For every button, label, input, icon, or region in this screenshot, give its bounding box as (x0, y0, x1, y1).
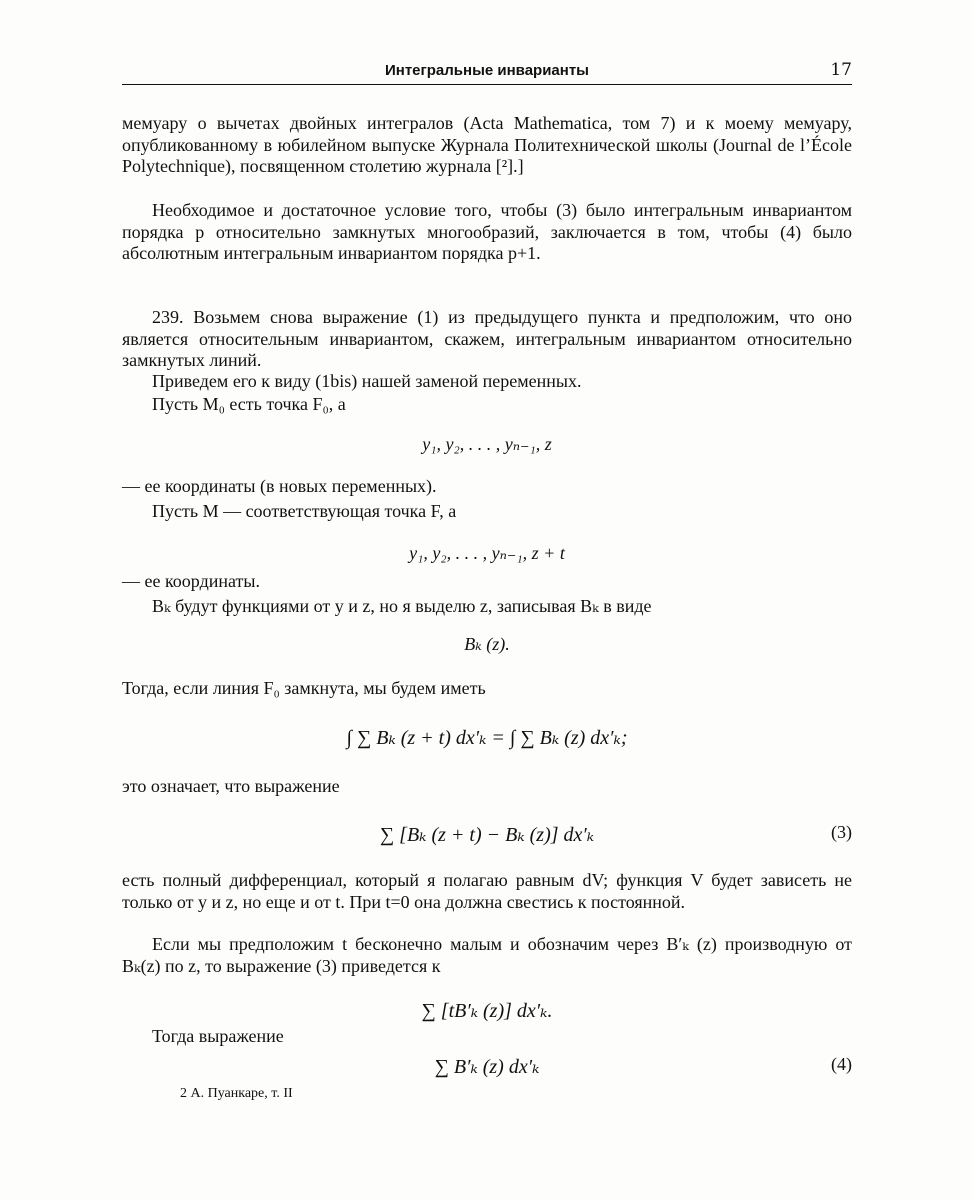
formula-coordinates-2: y₁, y₂, . . . , yₙ₋₁, z + t (409, 543, 565, 563)
formula-coordinates-1: y₁, y₂, . . . , yₙ₋₁, z (422, 434, 552, 454)
text-line-coords: — ее координаты. (122, 571, 260, 591)
text-line-coords-new: — ее координаты (в новых переменных). (122, 476, 437, 496)
paragraph-section-239: 239. Возьмем снова выражение (1) из предыдущего пункта и предположим, что оно является относительным инвариантом, скажем, интегральным инвариантом относительно замкнутых линий. (122, 307, 852, 371)
paragraph-total-differential: есть полный дифференциал, который я полагаю равным dV; функция V будет зависеть не только от y и z, но еще и от t. При t=0 она должна свестись к постоянной. (122, 870, 852, 912)
text-line-means: это означает, что выражение (122, 776, 340, 796)
footer-signature: 2 А. Пуанкаре, т. II (180, 1086, 293, 1101)
formula-bk-z: Bₖ (z). (464, 634, 510, 654)
formula-expression-3: ∑ [Bₖ (z + t) − Bₖ (z)] dx′ₖ (379, 824, 595, 846)
formula-integral-equality: ∫ ∑ Bₖ (z + t) dx′ₖ = ∫ ∑ Bₖ (z) dx′ₖ; (346, 727, 628, 749)
text-line-closed-line: Тогда, если линия F₀ замкнута, мы будем иметь (122, 678, 486, 698)
formula-expression-4: ∑ B′ₖ (z) dx′ₖ (434, 1056, 540, 1078)
text-line-reduce: Приведем его к виду (1bis) нашей заменой переменных. (152, 371, 582, 391)
paragraph-condition: Необходимое и достаточное условие того, чтобы (3) было интегральным инвариантом порядка p относительно замкнутых многообразий, заключается в том, чтобы (4) было абсолютным интегральным инвариантом порядка p+1. (122, 200, 852, 264)
text-line-bk-functions: Bₖ будут функциями от y и z, но я выделю z, записывая Bₖ в виде (152, 596, 652, 616)
paragraph-infinitesimal: Если мы предположим t бесконечно малым и обозначим через B′ₖ (z) производную от Bₖ(z) по z, то выражение (3) приведется к (122, 934, 852, 976)
page-header (122, 60, 852, 85)
text-line-then-expression: Тогда выражение (152, 1026, 284, 1046)
text-line-point-m0: Пусть M₀ есть точка F₀, а (152, 394, 346, 414)
equation-number-4: (4) (831, 1054, 852, 1074)
running-head: Интегральные инварианты (384, 62, 589, 79)
text-line-point-m: Пусть M — соответствующая точка F, а (152, 501, 457, 521)
page-number: 17 (830, 60, 852, 80)
paragraph-continuation: мемуару о вычетах двойных интегралов (Acta Mathematica, том 7) и к моему мемуару, опубликованному в юбилейном выпуске Журнала Политехнической школы (Journal de l’École Polytechnique), посвященном столетию журнала [²].] (122, 113, 852, 177)
formula-reduced: ∑ [tB′ₖ (z)] dx′ₖ. (421, 1000, 553, 1022)
equation-number-3: (3) (831, 822, 852, 842)
